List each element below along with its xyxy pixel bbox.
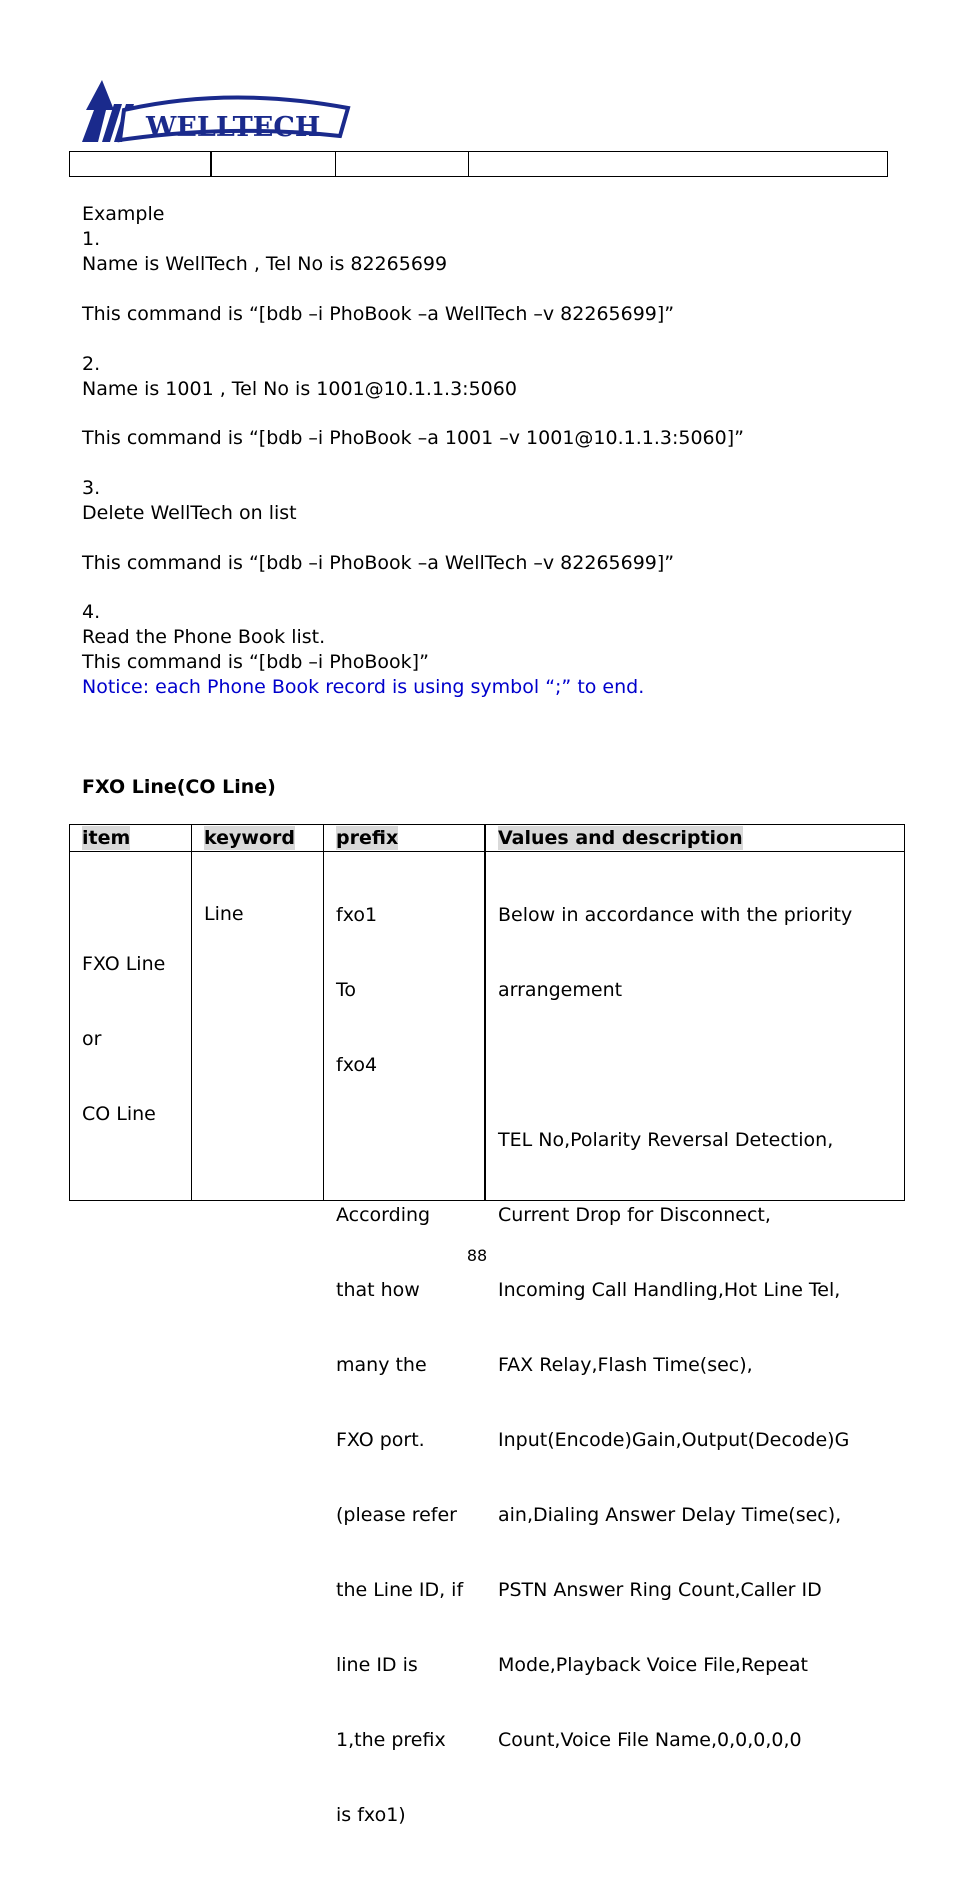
prefix-line: fxo1	[336, 904, 378, 926]
header-table-row	[69, 151, 888, 177]
values-line: Count,Voice File Name,0,0,0,0,0	[498, 1729, 802, 1751]
item-cell	[82, 902, 165, 1177]
example-number: 3.	[82, 477, 101, 499]
example-command: This command is “[bdb –i PhoBook]”	[82, 651, 429, 673]
welltech-logo	[80, 80, 352, 146]
svg-text:WELLTECH: WELLTECH	[146, 112, 321, 143]
header-item: item	[82, 827, 131, 849]
item-line: CO Line	[82, 1103, 156, 1125]
example-description: Read the Phone Book list.	[82, 626, 326, 648]
prefix-line: (please refer	[336, 1504, 457, 1526]
example-number: 4.	[82, 601, 101, 623]
prefix-line: the Line ID, if	[336, 1579, 464, 1601]
values-line: Incoming Call Handling,Hot Line Tel,	[498, 1279, 841, 1301]
example-command: This command is “[bdb –i PhoBook –a 1001 –v 1001@10.1.1.3:5060]”	[82, 427, 744, 449]
example-description: Name is WellTech , Tel No is 82265699	[82, 253, 448, 275]
prefix-line: To	[336, 979, 357, 1001]
table-cell	[70, 152, 212, 176]
page-number: 88	[466, 1246, 488, 1265]
section-title: FXO Line(CO Line)	[82, 776, 276, 798]
prefix-line: is fxo1)	[336, 1804, 406, 1826]
column-divider	[191, 825, 192, 1200]
values-cell	[498, 853, 852, 1803]
example-command: This command is “[bdb –i PhoBook –a WellTech –v 82265699]”	[82, 303, 675, 325]
values-line: ain,Dialing Answer Delay Time(sec),	[498, 1504, 842, 1526]
keyword-cell: Line	[204, 903, 244, 925]
prefix-line: line ID is	[336, 1654, 418, 1676]
header-keyword: keyword	[204, 827, 295, 849]
example-number: 2.	[82, 353, 101, 375]
values-line: Input(Encode)Gain,Output(Decode)G	[498, 1429, 850, 1451]
example-number: 1.	[82, 228, 101, 250]
prefix-line: According	[336, 1204, 431, 1226]
item-line: or	[82, 1028, 102, 1050]
prefix-line	[336, 1128, 463, 1153]
values-line: Current Drop for Disconnect,	[498, 1204, 771, 1226]
values-line: Below in accordance with the priority	[498, 904, 853, 926]
table-cell	[212, 152, 336, 176]
header-values: Values and description	[498, 827, 743, 849]
column-divider	[323, 825, 324, 1200]
prefix-line: 1,the prefix	[336, 1729, 446, 1751]
example-heading: Example	[82, 203, 165, 225]
prefix-cell	[336, 853, 463, 1878]
example-description: Delete WellTech on list	[82, 502, 297, 524]
prefix-line: fxo4	[336, 1054, 378, 1076]
prefix-line: FXO port.	[336, 1429, 425, 1451]
notice-text: Notice: each Phone Book record is using symbol “;” to end.	[82, 676, 645, 698]
table-cell	[469, 152, 887, 176]
column-divider	[484, 825, 486, 1200]
values-line: TEL No,Polarity Reversal Detection,	[498, 1129, 834, 1151]
values-line: FAX Relay,Flash Time(sec),	[498, 1354, 753, 1376]
header-prefix: prefix	[336, 827, 399, 849]
values-line: arrangement	[498, 979, 623, 1001]
table-cell	[336, 152, 469, 176]
values-line	[498, 1053, 852, 1078]
item-line: FXO Line	[82, 953, 166, 975]
prefix-line: that how	[336, 1279, 420, 1301]
table-header-divider	[70, 851, 904, 852]
example-description: Name is 1001 , Tel No is 1001@10.1.1.3:5060	[82, 378, 517, 400]
example-command: This command is “[bdb –i PhoBook –a WellTech –v 82265699]”	[82, 552, 675, 574]
values-line: Mode,Playback Voice File,Repeat	[498, 1654, 808, 1676]
values-line: PSTN Answer Ring Count,Caller ID	[498, 1579, 822, 1601]
prefix-line: many the	[336, 1354, 427, 1376]
